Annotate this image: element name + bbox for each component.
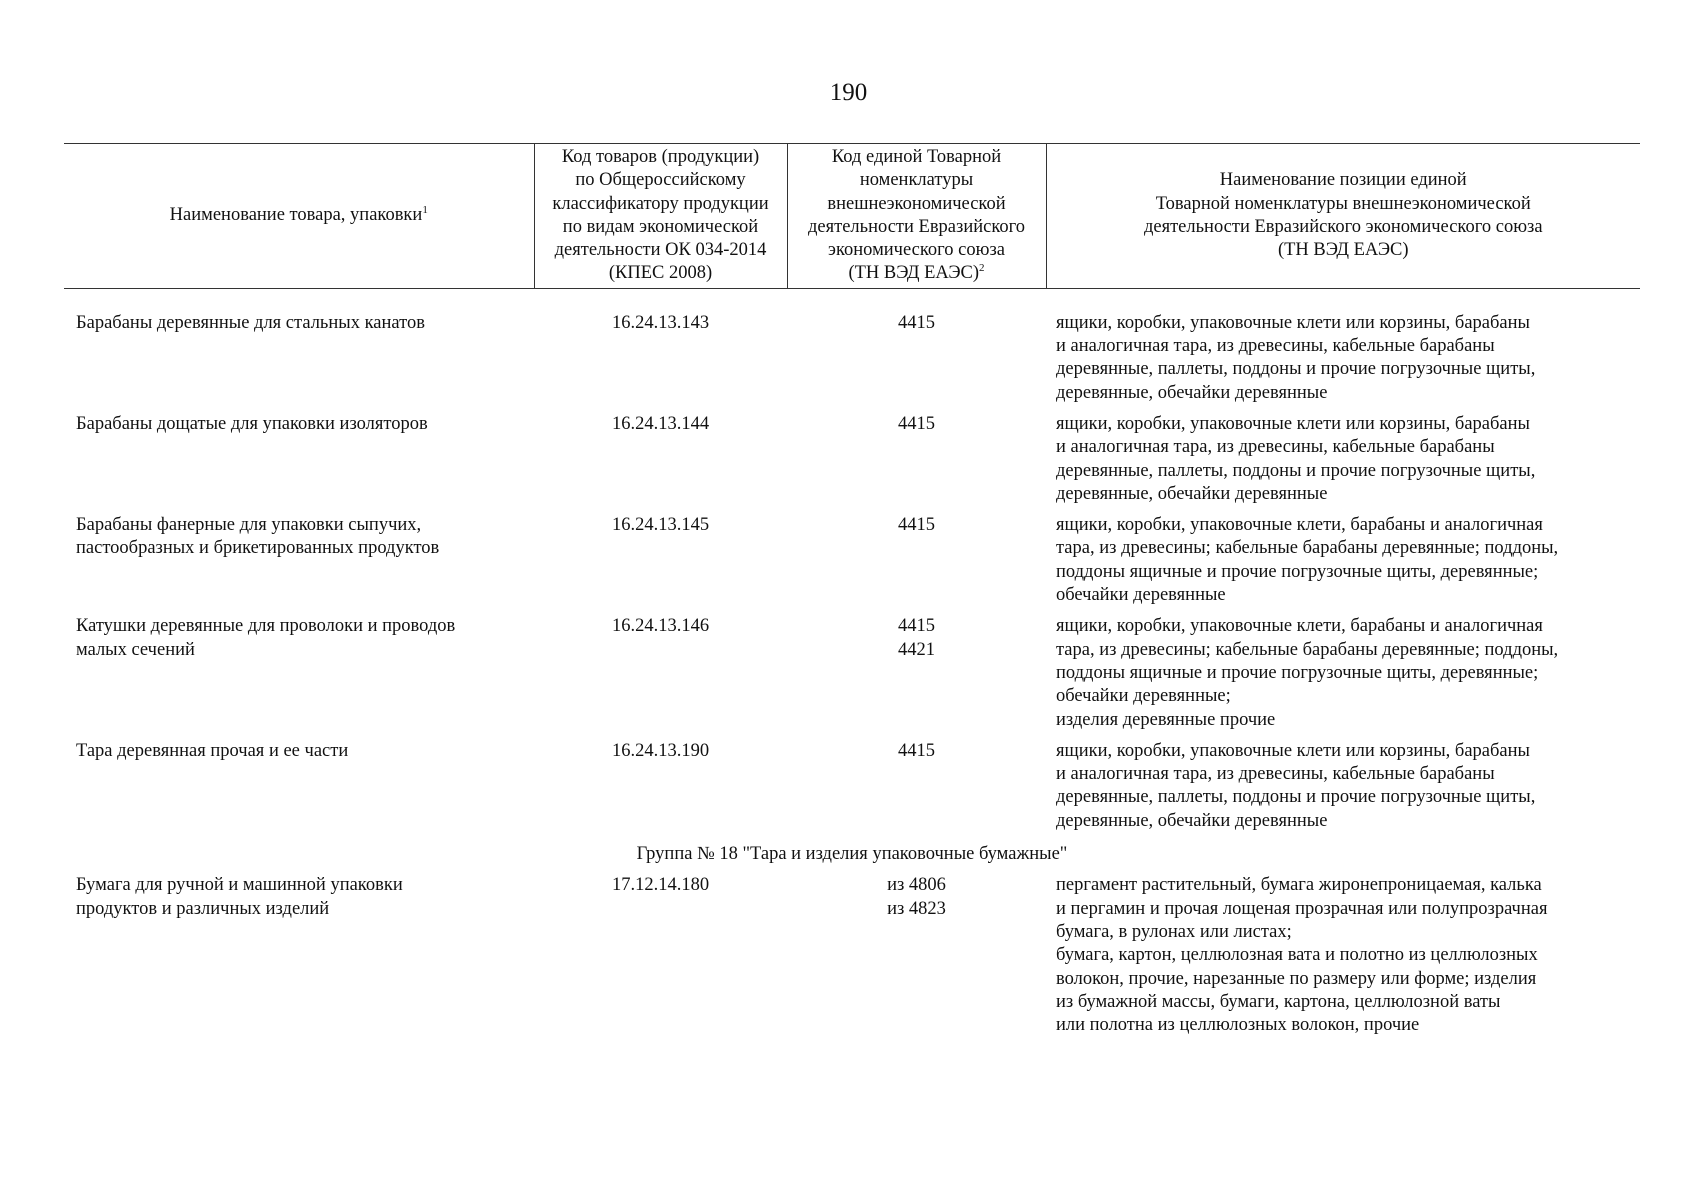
okpd-code: 16.24.13.190 [611, 740, 710, 761]
okpd-code: 16.24.13.143 [611, 312, 710, 333]
tnved-code: из 4806 из 4823 [887, 875, 946, 919]
goods-name: Барабаны дощатые для упаковки изоляторов [76, 413, 428, 434]
header-desc: Наименование позиции единой Товарной номенклатуры внешнеэкономической деятельности Евразийского экономического союза (ТН ВЭД ЕАЭС) [1046, 144, 1640, 289]
table-row [64, 615, 1640, 739]
tnved-description: ящики, коробки, упаковочные клети или корзины, барабаны и аналогичная тара, из древесины, кабельные барабаны деревянные, паллеты, поддоны и прочие погрузочные щиты, деревянные, обечайки деревянные [1056, 413, 1536, 504]
tnved-code: 4415 [898, 312, 935, 333]
tnved-code: 4415 4421 [898, 616, 935, 660]
table-row [64, 740, 1640, 841]
tnved-description: ящики, коробки, упаковочные клети, барабаны и аналогичная тара, из древесины; кабельные барабаны деревянные; поддоны, поддоны ящичные и прочие погрузочные щиты, деревянные; обечайки деревянные; изделия деревянные прочие [1056, 616, 1559, 730]
table-header [64, 144, 1640, 289]
table-row [64, 874, 1640, 1045]
tnved-description: ящики, коробки, упаковочные клети, барабаны и аналогичная тара, из древесины; кабельные барабаны деревянные; поддоны, поддоны ящичные и прочие погрузочные щиты, деревянные; обечайки деревянные [1056, 515, 1559, 606]
table-row [64, 413, 1640, 514]
goods-name: Бумага для ручной и машинной упаковки продуктов и различных изделий [76, 875, 403, 919]
goods-name: Катушки деревянные для проволоки и проводов малых сечений [76, 616, 456, 660]
goods-table [64, 143, 1640, 1045]
tnved-description: ящики, коробки, упаковочные клети или корзины, барабаны и аналогичная тара, из древесины, кабельные барабаны деревянные, паллеты, поддоны и прочие погрузочные щиты, деревянные, обечайки деревянные [1056, 312, 1536, 403]
goods-name: Барабаны фанерные для упаковки сыпучих, пастообразных и брикетированных продуктов [76, 515, 440, 559]
table-row [64, 514, 1640, 615]
okpd-code: 16.24.13.146 [611, 616, 710, 637]
okpd-code: 16.24.13.145 [611, 515, 710, 536]
header-name: Наименование товара, упаковки$^1$ [64, 144, 534, 289]
tnved-code: 4415 [898, 515, 935, 536]
goods-name: Барабаны деревянные для стальных канатов [76, 312, 425, 333]
group-title: Группа № 18 "Тара и изделия упаковочные бумажные" [636, 844, 1068, 865]
header-okpd: Код товаров (продукции) по Общероссийскому классификатору продукции по видам экономической деятельности ОК 034-2014 (КПЕС 2008) [534, 144, 787, 289]
goods-name: Тара деревянная прочая и ее части [76, 740, 349, 761]
footnote-2: 2 [979, 262, 985, 275]
group-title-row [64, 841, 1640, 874]
tnved-code: 4415 [898, 413, 935, 434]
okpd-code: 16.24.13.144 [611, 413, 710, 434]
tnved-description: ящики, коробки, упаковочные клети или корзины, барабаны и аналогичная тара, из древесины, кабельные барабаны деревянные, паллеты, поддоны и прочие погрузочные щиты, деревянные, обечайки деревянные [1056, 740, 1536, 831]
header-tnved: Код единой Товарной номенклатуры внешнеэкономической деятельности Евразийского экономического союза (ТН ВЭД ЕАЭС)$^2$ [787, 144, 1046, 289]
tnved-code: 4415 [898, 740, 935, 761]
okpd-code: 17.12.14.180 [611, 875, 710, 896]
footnote-1: 1 [422, 204, 428, 217]
page-number: 190 [829, 79, 868, 106]
table-row [64, 288, 1640, 413]
tnved-description: пергамент растительный, бумага жиронепроницаемая, калька и пергамин и прочая лощеная прозрачная или полупрозрачная бумага, в рулонах или листах; бумага, картон, целлюлозная вата и полотно из целлюлозных волокон, прочие, нарезанные по размеру или форме; изделия из бумажной массы, бумаги, картона, целлюлозной ваты или полотна из целлюлозных волокон, прочие [1056, 875, 1548, 1036]
